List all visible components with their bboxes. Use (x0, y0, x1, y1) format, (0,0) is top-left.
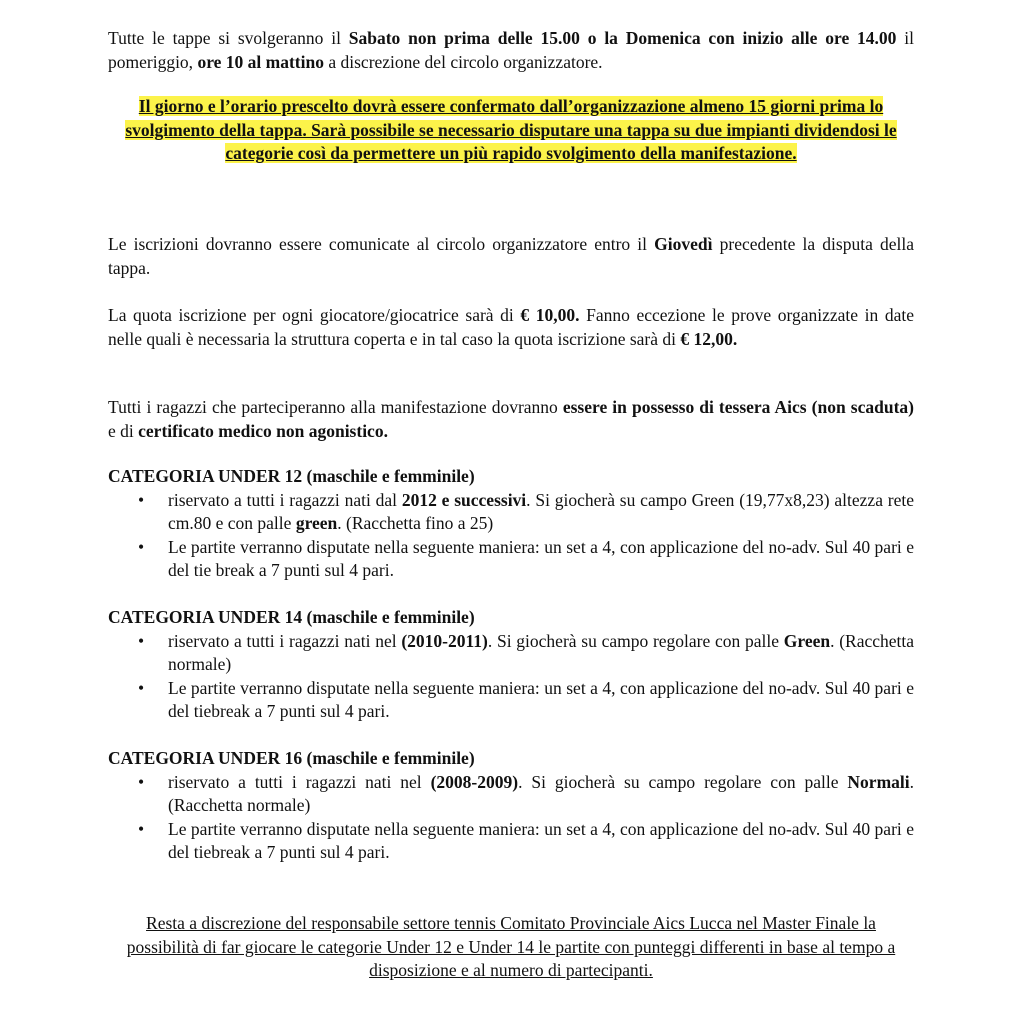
text-span: riservato a tutti i ragazzi nati dal (168, 489, 402, 510)
bold-span: (2010-2011) (401, 630, 488, 651)
text-span: Tutte le tappe si svolgeranno il (108, 28, 349, 48)
text-span: e di (108, 420, 139, 441)
list-item (108, 630, 914, 677)
bullet-icon: • (138, 489, 145, 510)
category-list (108, 630, 914, 724)
list-item (108, 677, 914, 724)
bold-span: ore 10 al mattino (197, 51, 324, 72)
bullet-icon: • (138, 536, 145, 557)
notice-text: Il giorno e l’orario prescelto dovrà essere confermato dall’organizzazione almeno 15 giorni prima lo svolgimento della tappa. Sarà possibile se necessario disputare una tappa su due impianti dividendosi le categorie così da permettere un più rapido svolgimento della manifestazione. (125, 96, 897, 163)
list-item (108, 771, 914, 818)
final-note (118, 912, 904, 983)
bullet-icon: • (138, 677, 145, 698)
text-span: Le iscrizioni dovranno essere comunicate al circolo organizzatore entro il (108, 234, 655, 254)
text-span: . (Racchetta normale) (168, 630, 915, 674)
text-span: Tutti i ragazzi che parteciperanno alla manifestazione dovranno (108, 397, 563, 417)
list-item (108, 818, 914, 865)
list-item (108, 489, 914, 536)
bold-span: Normali (847, 771, 910, 792)
text-span: a discrezione del circolo organizzatore. (323, 51, 603, 72)
text-span: Fanno eccezione le prove organizzate in date nelle quali è necessaria la struttura coperta e in tal caso la quota iscrizione sarà di (108, 305, 914, 349)
text-span: . (Racchetta fino a 25) (337, 513, 494, 533)
bold-span: essere in possesso di tessera Aics (non scaduta) (562, 397, 914, 417)
fee-paragraph (108, 304, 914, 351)
bullet-icon: • (138, 630, 145, 651)
bold-span: Giovedì (654, 234, 713, 254)
category-under-14 (108, 606, 914, 724)
schedule-paragraph (108, 27, 914, 74)
text-span: Le partite verranno disputate nella seguente maniera: un set a 4, con applicazione del no-adv. Sul 40 pari e del tiebreak a 7 punti sul 4 pari. (168, 677, 914, 721)
bold-span: (2008-2009) (430, 771, 519, 792)
text-span: . (Racchetta normale) (168, 771, 915, 815)
category-under-12 (108, 465, 914, 583)
bold-span: 2012 e successivi (401, 489, 527, 510)
text-span: . Si giocherà su campo Green (19,77x8,23) altezza rete cm.80 e con palle (168, 489, 914, 533)
category-list (108, 771, 914, 865)
category-list (108, 489, 914, 583)
category-under-16 (108, 747, 914, 865)
bullet-icon: • (138, 771, 145, 792)
final-note-text: Resta a discrezione del responsabile settore tennis Comitato Provinciale Aics Lucca nel Master Finale la possibilità di far giocare le categorie Under 12 e Under 14 le partite con punteggi differenti in base al tempo a disposizione e al numero di partecipanti. (126, 913, 896, 980)
list-item (108, 536, 914, 583)
highlighted-notice (118, 95, 904, 166)
bold-span: Sabato non prima delle 15.00 o la Domenica con inizio alle ore 14.00 (348, 28, 897, 48)
text-span: Le partite verranno disputate nella seguente maniera: un set a 4, con applicazione del no-adv. Sul 40 pari e del tie break a 7 punti sul 4 pari. (168, 536, 914, 580)
text-span: . Si giocherà su campo regolare con palle (518, 771, 848, 792)
bold-span: € 12,00. (680, 328, 738, 349)
category-title: CATEGORIA UNDER 14 (maschile e femminile) (108, 607, 475, 627)
bold-span: € 10,00. (520, 305, 580, 325)
text-span: precedente la disputa della tappa. (108, 234, 914, 278)
bold-span: certificato medico non agonistico. (138, 420, 388, 441)
requirements-paragraph (108, 396, 914, 443)
text-span: Le partite verranno disputate nella seguente maniera: un set a 4, con applicazione del no-adv. Sul 40 pari e del tiebreak a 7 punti sul 4 pari. (168, 818, 914, 862)
bullet-icon: • (138, 818, 145, 839)
text-span: riservato a tutti i ragazzi nati nel (168, 630, 402, 651)
text-span: riservato a tutti i ragazzi nati nel (168, 771, 431, 792)
registration-paragraph (108, 233, 914, 280)
text-span: La quota iscrizione per ogni giocatore/giocatrice sarà di (108, 305, 521, 325)
bold-span: green (295, 513, 338, 533)
text-span: . Si giocherà su campo regolare con palle (487, 630, 784, 651)
bold-span: Green (783, 630, 831, 651)
category-title: CATEGORIA UNDER 12 (maschile e femminile) (108, 466, 475, 486)
text-span: il pomeriggio, (108, 28, 914, 72)
category-title: CATEGORIA UNDER 16 (maschile e femminile) (108, 748, 475, 768)
